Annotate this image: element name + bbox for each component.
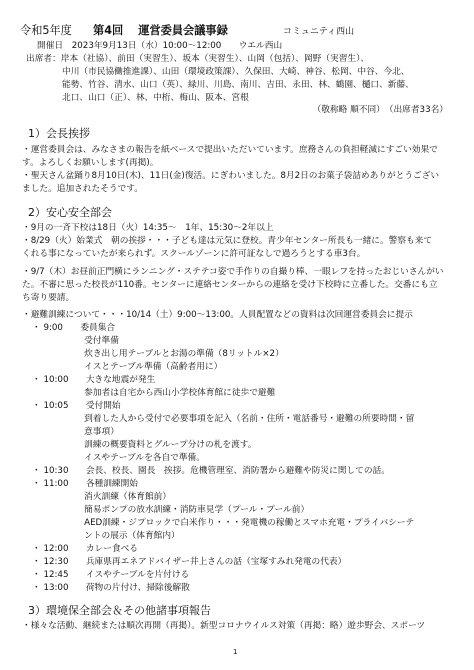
schedule-item: ・ 13:00 荷物の片付け、掃除後解散 [32, 583, 190, 593]
attendees-line-2: 中川（市民協働推進課）、山田（環境政策課）、久保田、大崎、神谷、松岡、中谷、今北、 [62, 67, 410, 77]
section-2-line: ・避難訓練について・・・10/14（土）9:00～13:00。人員配置などの資料は次回運営委員会に提示 [22, 310, 413, 320]
attendees-line-4: 北口、山口（正）、林、中桁、梅山、阪本、宮根 [62, 93, 249, 103]
section-3-line: ・様々な活動、継続または順次再開（再掲）。新型コロナウイルス対策（再掲：略）遊歩野会、スポーツ [22, 621, 426, 631]
schedule-item: ・ 11:00 各種訓練開始 [32, 479, 138, 489]
schedule-item: ・ 10:05 受付開始 [32, 401, 121, 411]
schedule-item: 受付準備 [32, 336, 119, 346]
meeting-number: 第4回 [93, 24, 124, 37]
section-1-line: す。よろしくお願いします(再掲)。 [22, 158, 159, 168]
schedule-item: イスやテーブルを各自で準備。 [32, 453, 205, 463]
page-number: 1 [233, 648, 238, 656]
section-1-heading: 1）会長挨拶 [28, 127, 90, 140]
schedule-item: 到着した人から受付で必要事項を記入（名前・住所・電話番号・避難の所要時間・留 [32, 414, 415, 424]
meeting-title: 運営委員会議事録 [138, 24, 228, 37]
schedule-item: ・ 9:00 委員集合 [32, 323, 116, 333]
section-2-line: くれる事になっていたが来られず。スクールゾーンに許可証なしで過ろうとする車3台。 [22, 249, 366, 259]
attendees-line-1: 出席者：岸本（社協）、前田（実習生）、坂本（実習生）、山岡（包括）、岡野（実習生）、 [26, 54, 370, 64]
section-3-heading: 3）環境保全部会＆その他諸事項報告 [28, 604, 211, 617]
schedule-item: ・ 10:00 大きな地震が発生 [32, 375, 156, 385]
section-2-line: た。不審に思った校長が110番。センターに連絡センターからの連絡を受け下校時に立番した。交番にも立 [22, 280, 438, 290]
document-title [20, 24, 228, 38]
schedule-item: ・ 12:30 兵庫県再エネアドバイザー井上さんの話（宝塚すみれ発電の代表） [32, 557, 347, 567]
schedule-item: 訓練の概要資料とグループ分けの札を渡す。 [32, 440, 257, 450]
schedule-item: イスとテーブル準備（高齢者用に） [32, 362, 223, 372]
section-2-line: ・9/7（木）お昼前正門横にランニング・ステテコ姿で手作りの自撮り棒、一眼レフを持ったおじいさんがい [22, 267, 444, 277]
schedule-item: 炊き出し用テーブルとお湯の準備（8リットル×2） [32, 349, 284, 359]
fiscal-year: 令和5年度 [20, 24, 72, 37]
schedule-item: 消火訓練（体育館前） [32, 492, 171, 502]
attendees-line-3: 能勢、竹谷、清水、山口（英）、緑川、川島、南川、吉田、永田、林、鶴園、樋口、新藤、 [62, 80, 414, 90]
section-2-line: ・8/29（火）始業式 朝の挨拶・・・子ども達は元気に登校。青少年センター所長も一緒に。警察も来て [22, 236, 433, 246]
section-2-line: ち寄り要請。 [22, 293, 75, 303]
schedule-item: AED訓練・ジプロックで白米作り・・・発電機の稼働とスマホ充電・プライバシーテ [32, 518, 415, 528]
schedule-item: 参加者は自宅から西山小学校体育館に徒歩で避難 [32, 388, 276, 398]
section-2-line: ・9月の一斉下校は18日（火）14:35～ 1年、15:30～2年以上 [22, 223, 274, 233]
organization-name: コミュニティ西山 [283, 27, 355, 37]
attendee-note: （敬称略 順不同） （出席者33名） [312, 105, 448, 115]
schedule-item: ントの展示（体育館内） [32, 531, 180, 541]
schedule-item: ・ 10:30 会長、校長、園長 挨拶。危機管理室、消防署から避難や防災に関しての話。 [32, 466, 390, 476]
meeting-date-line: 開催日 2023年9月13日（水）10:00～12:00 ウエル西山 [37, 41, 283, 51]
schedule-item: ・ 12:00 カレー食べる [32, 544, 138, 554]
schedule-item: 意事項） [32, 427, 119, 437]
schedule-item: ・ 12:45 イスやテーブルを片付ける [32, 570, 190, 580]
section-2-heading: 2）安心安全部会 [28, 206, 112, 219]
section-1-line: ・聖天さん盆踊り8月10日(木)、11日(金)復活。にぎわいました。8月2日のお菓子袋詰めありがとうござい [22, 171, 440, 181]
section-1-line: ました。追加されたそうです。 [22, 184, 143, 194]
section-1-line: ・運営委員会は、みなさまの報告を紙ベースで提出いただいています。庶務さんの負担軽減にすごい効果で [22, 145, 438, 155]
schedule-item: 簡易ポンプの放水訓練・消防車見学（プール・プール前） [32, 505, 310, 515]
